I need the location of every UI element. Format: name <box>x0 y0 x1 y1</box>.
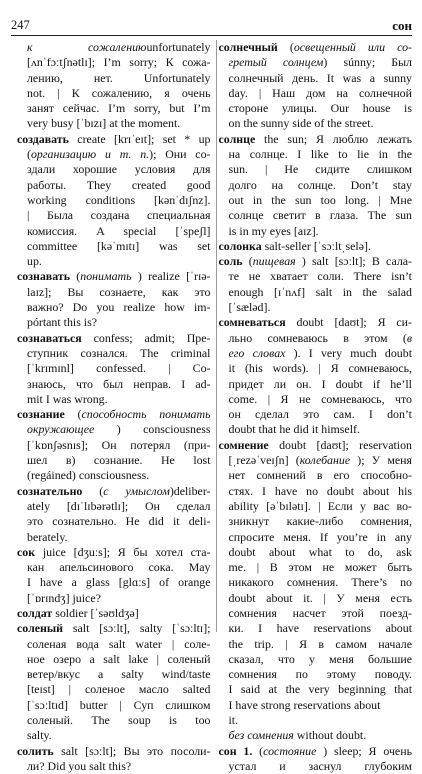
page-number: 247 <box>11 18 30 32</box>
text-span: долго на солнце. Don’t stay <box>228 177 412 192</box>
text-span: enough [ɪˈnʌf] salt in the salad <box>228 284 412 299</box>
text-line <box>17 116 211 131</box>
text-line <box>17 621 211 636</box>
text-span: ( <box>82 483 104 498</box>
text-line <box>219 484 413 499</box>
text-span: ли? Did you salt this? <box>27 758 132 773</box>
text-line <box>219 407 413 422</box>
headword: сознательно <box>17 483 83 498</box>
text-span: работы. They created good <box>27 177 211 192</box>
text-span: soldier [ˈsəʊldʒə] <box>52 605 139 620</box>
headword: сомнение <box>218 437 269 452</box>
text-line <box>219 530 413 545</box>
text-span: salty. <box>27 728 52 743</box>
text-span: create [krɪˈeɪt]; set * up <box>68 131 211 146</box>
text-line <box>17 377 211 392</box>
text-line <box>219 101 413 116</box>
text-line <box>17 698 211 713</box>
text-line <box>17 147 211 162</box>
text-span: not. | К сожалению, я очень <box>27 85 211 100</box>
text-span: на солнце. I like to lie in the <box>228 147 412 162</box>
text-span: is in my eyes [aɪz]. <box>228 223 319 238</box>
text-line <box>219 239 413 254</box>
text-line <box>17 71 211 86</box>
right-column <box>219 40 413 774</box>
text-span: very busy [ˈbɪzɪ] at the moment. <box>27 116 181 131</box>
text-line <box>219 468 413 483</box>
italic-text: освещенный или со- <box>293 40 412 54</box>
text-line <box>17 208 211 223</box>
text-span: it. <box>228 713 239 728</box>
text-span: стороне улицы. Our house is <box>228 101 412 116</box>
text-line <box>219 193 413 208</box>
text-line <box>17 132 211 147</box>
text-line <box>17 453 211 468</box>
italic-text: с умыслом <box>103 483 170 498</box>
left-column <box>17 40 211 774</box>
text-span: ( <box>252 743 264 758</box>
text-span: [ˈsɔːltɪd] butter | Суп слишком <box>27 697 211 712</box>
text-span: устал и заснул глубоким <box>228 758 412 773</box>
text-line <box>219 728 413 743</box>
text-line <box>17 744 211 759</box>
text-line <box>17 40 211 55</box>
headword: сознание <box>17 407 65 422</box>
text-span: doubt [daʊt]; Я си- <box>285 315 412 330</box>
text-span: doubt that he did it himself. <box>228 422 360 437</box>
text-span: льно сомневаюсь в этом ( <box>228 330 407 345</box>
text-line <box>17 575 211 590</box>
text-span: ки. I have reservations about <box>228 621 412 636</box>
text-line <box>17 254 211 269</box>
text-span: придет ли он. I doubt if he’ll <box>228 376 412 391</box>
italic-text: колебание <box>299 453 351 468</box>
text-span: )deliber- <box>169 483 211 498</box>
text-span: комиссия. A special [ˈspeʃl] <box>27 223 211 238</box>
text-line <box>17 55 211 70</box>
text-span: лению, нет. Unfortunately <box>27 70 211 85</box>
text-span: [ʌnˈfɔːtʃnətlɪ]; I’m sorry; К сожа- <box>27 55 211 70</box>
text-span: важно? Do you realize how im- <box>27 300 211 315</box>
text-line <box>219 346 413 361</box>
text-span: солнце светит в глаза. The sun <box>228 208 412 223</box>
text-span: ) sleep; Я очень <box>316 743 412 758</box>
text-line <box>219 560 413 575</box>
headword: соленый <box>17 621 64 636</box>
text-line <box>17 331 211 346</box>
text-span: salt [sɔːlt]; Вы это посоли- <box>53 743 211 758</box>
text-span: знаюсь, что был неправ. I ad- <box>27 376 211 391</box>
guide-word: сон <box>392 18 412 33</box>
text-line <box>17 560 211 575</box>
text-span: pórtant this is? <box>27 315 98 330</box>
text-span: сомнения по этому поводу. <box>228 667 412 682</box>
text-span: занят сейчас. I’m sorry, but I’m <box>27 101 211 116</box>
text-line <box>17 606 211 621</box>
text-line <box>17 484 211 499</box>
headword: сознавать <box>17 269 70 284</box>
text-span: mit I was wrong. <box>27 391 108 406</box>
text-span: on the sunny side of the street. <box>228 116 374 131</box>
text-line <box>219 713 413 728</box>
text-line <box>219 438 413 453</box>
text-span: day. | Наш дом на солнечной <box>228 85 412 100</box>
text-line <box>219 606 413 621</box>
text-span: нет сомнений в его способно- <box>228 468 412 483</box>
text-span: | Была создана специальная <box>27 208 211 223</box>
text-span: кан апельсинового сока. May <box>27 560 211 575</box>
text-span: [ˈkrɪmɪnl] confessed. | Со- <box>27 361 211 376</box>
text-span: it (his words). | Я сомневаюсь, <box>228 361 412 376</box>
italic-text: пищевая <box>252 254 296 269</box>
text-line <box>17 652 211 667</box>
text-line <box>17 713 211 728</box>
text-span: berately. <box>27 529 68 544</box>
headword: солдат <box>17 605 53 620</box>
text-span: стях. I have no doubt about his <box>228 483 412 498</box>
text-line <box>219 147 413 162</box>
text-line <box>17 101 211 116</box>
italic-text: понимать <box>80 269 132 284</box>
text-line <box>17 300 211 315</box>
text-line <box>17 438 211 453</box>
text-span: сомнения насчет этой поезд- <box>228 605 412 620</box>
text-line <box>17 269 211 284</box>
text-span: the trip. | Я в самом начале <box>228 636 412 651</box>
text-span: I have a glass [glɑːs] of orange <box>27 575 211 590</box>
text-line <box>17 346 211 361</box>
text-span: те не хватает соли. There isn’t <box>228 269 412 284</box>
text-line <box>17 468 211 483</box>
columns <box>11 40 412 774</box>
italic-text: гретый солнцем <box>228 55 324 70</box>
text-span: [ˈɒrɪndʒ] juice? <box>27 590 101 605</box>
text-line <box>17 422 211 437</box>
text-line <box>219 254 413 269</box>
headword: сознаваться <box>17 330 82 345</box>
text-line <box>17 530 211 545</box>
text-line <box>219 545 413 560</box>
text-line <box>17 682 211 697</box>
headword: сомневаться <box>218 315 286 330</box>
text-line <box>17 407 211 422</box>
text-span: [͵rezəˈveɪʃn] ( <box>228 453 300 468</box>
italic-text: способность понимать <box>81 407 211 422</box>
text-line <box>219 224 413 239</box>
headword: сок <box>17 544 36 559</box>
text-line <box>219 698 413 713</box>
text-span: ( <box>64 407 82 422</box>
text-span: ). I very much doubt <box>285 345 412 360</box>
text-line <box>219 652 413 667</box>
text-span: laɪz]; Вы сознаете, как это <box>27 284 211 299</box>
text-line <box>219 744 413 759</box>
text-span: ability [əˈbɪlətɪ]. | Если у вас во- <box>228 498 412 513</box>
text-span: (regáined) consciousness. <box>27 468 150 483</box>
text-span: ) súnny; Был <box>323 55 412 70</box>
column-divider <box>216 40 217 632</box>
text-line <box>17 285 211 300</box>
text-line <box>219 667 413 682</box>
text-line <box>219 591 413 606</box>
text-span: ( <box>70 269 81 284</box>
text-span: соленый. The soup is too <box>27 713 211 728</box>
text-span: confess; admit; Пре- <box>81 330 211 345</box>
text-span: juice [dʒuːs]; Я бы хотел ста- <box>35 544 211 559</box>
text-line <box>219 377 413 392</box>
text-line <box>219 285 413 300</box>
text-span: ( <box>277 40 294 54</box>
text-line <box>17 315 211 330</box>
text-span: [ˈsæləd]. <box>228 300 271 315</box>
italic-text: к сожалению <box>27 40 147 54</box>
text-line <box>17 224 211 239</box>
text-line <box>17 361 211 376</box>
text-span: salt [sɔːlt], salty [ˈsɔːltɪ]; <box>63 621 211 636</box>
text-line <box>219 682 413 697</box>
text-span: doubt about what to do, ask <box>228 544 412 559</box>
text-span: ное озеро a salt lake | соленый <box>27 651 211 666</box>
text-span: out in the sun too long. | Мне <box>228 192 412 207</box>
text-line <box>219 178 413 193</box>
text-span: это сознательно. He did it deli- <box>27 514 211 529</box>
text-span: ately [dɪˈlɪbərətlɪ]; Он сделал <box>27 498 211 513</box>
text-span: ) realize [ˈrɪə- <box>131 269 211 284</box>
text-line <box>17 239 211 254</box>
italic-text: без сомнения <box>228 728 294 743</box>
text-line <box>219 759 413 774</box>
text-span: doubt [daʊt]; reservation <box>268 437 412 452</box>
text-line <box>219 162 413 177</box>
text-span: ) salt [sɔːlt]; В сала- <box>295 254 412 269</box>
text-span: salt-seller [ˈsɔːlt͵selə]. <box>261 238 371 253</box>
text-line <box>219 575 413 590</box>
text-span: солнечный день. It was a sunny <box>228 70 412 85</box>
text-span: doubt about it. | У меня есть <box>228 590 412 605</box>
text-span: спросите меня. If you’re in any <box>228 529 412 544</box>
text-line <box>219 132 413 147</box>
headword: соль <box>218 254 243 269</box>
headword: сон 1. <box>218 743 253 758</box>
text-line <box>17 162 211 177</box>
text-line <box>219 499 413 514</box>
text-span: I said at the very beginning that <box>228 682 412 697</box>
headword: солонка <box>218 238 262 253</box>
text-line <box>17 392 211 407</box>
text-span: соленая вода salt water | соле- <box>27 636 211 651</box>
text-line <box>219 361 413 376</box>
text-line <box>219 637 413 652</box>
text-line <box>219 86 413 101</box>
text-line <box>219 514 413 529</box>
text-span: он сделал это сам. I don’t <box>228 407 412 422</box>
text-line <box>219 392 413 407</box>
text-span: me. | В этом не может быть <box>228 560 412 575</box>
text-span: шел в) сознание. He lost <box>27 453 211 468</box>
text-span: I have strong reservations about <box>228 697 381 712</box>
italic-text: его словах <box>228 345 286 360</box>
text-line <box>17 728 211 743</box>
text-span: ступник сознался. The criminal <box>27 345 211 360</box>
text-line <box>17 86 211 101</box>
text-span: unfortunately <box>146 40 211 54</box>
text-line <box>17 637 211 652</box>
italic-text: в <box>406 330 412 345</box>
text-span: ( <box>27 147 31 162</box>
text-span: сказал, что у меня большие <box>228 651 412 666</box>
headword: создавать <box>17 131 69 146</box>
text-line <box>17 514 211 529</box>
headword: солнечный <box>218 40 278 54</box>
text-line <box>219 116 413 131</box>
text-line <box>219 621 413 636</box>
text-span: without doubt. <box>293 728 367 743</box>
text-span: ветер/вкус a salty wind/taste <box>27 667 211 682</box>
italic-text: окружающее <box>27 422 95 437</box>
page-header <box>11 18 412 36</box>
text-span: ); У меня <box>350 453 412 468</box>
headword: солнце <box>218 131 256 146</box>
text-span: [ˈkɒnʃəsnɪs]; Он потерял (при- <box>27 437 211 452</box>
text-line <box>219 40 413 55</box>
text-span: ( <box>242 254 253 269</box>
text-span: come. | Я не сомневаюсь, что <box>228 391 412 406</box>
text-span: никакого сомнения. There’s no <box>228 575 412 590</box>
text-line <box>17 591 211 606</box>
text-line <box>219 71 413 86</box>
text-line <box>17 193 211 208</box>
text-span: здали хорошие условия для <box>27 162 211 177</box>
italic-text: организацию и т. п. <box>30 147 150 162</box>
text-span: зникнут какие-либо сомнения, <box>228 514 412 529</box>
text-line <box>219 208 413 223</box>
headword: солить <box>17 743 54 758</box>
text-span: ); Они со- <box>149 147 211 162</box>
text-line <box>219 55 413 70</box>
text-span: working conditions [kənˈdɪʃnz]. <box>27 192 211 207</box>
text-line <box>219 331 413 346</box>
text-line <box>219 453 413 468</box>
text-span: committee [kəˈmɪtɪ] was set <box>27 238 211 253</box>
text-line <box>17 545 211 560</box>
text-line <box>17 178 211 193</box>
text-span: up. <box>27 254 42 269</box>
text-line <box>219 269 413 284</box>
text-span: the sun; Я люблю лежать <box>255 131 412 146</box>
text-span: [teɪst] | соленое масло salted <box>27 682 211 697</box>
text-span: ) consciousness <box>94 422 211 437</box>
italic-text: состояние <box>263 743 317 758</box>
text-span: sun. | Не сидите слишком <box>228 162 412 177</box>
text-line <box>219 315 413 330</box>
text-line <box>17 499 211 514</box>
text-line <box>17 667 211 682</box>
text-line <box>219 422 413 437</box>
text-line <box>219 300 413 315</box>
text-line <box>17 759 211 774</box>
